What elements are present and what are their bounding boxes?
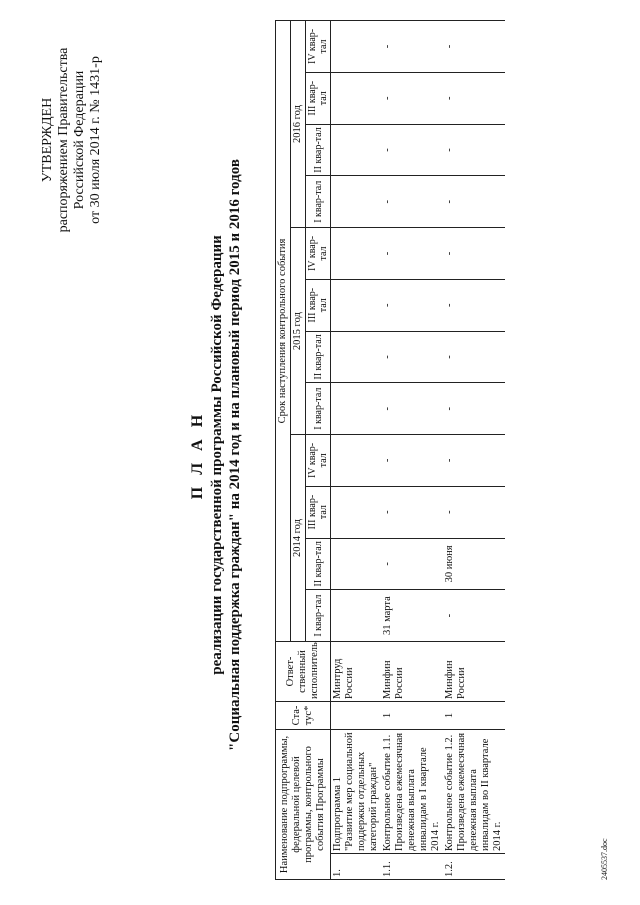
- row-quarter-value: [331, 72, 382, 124]
- row-status: 1: [443, 701, 505, 729]
- row-status: [331, 701, 382, 729]
- row-responsible: Минфин России: [381, 641, 443, 701]
- document-page: [10, 15, 625, 895]
- approval-line: Российской Федерации: [72, 70, 87, 210]
- row-quarter-value: -: [443, 124, 505, 176]
- header-deadline-group: Срок наступления контрольного события: [276, 21, 291, 642]
- row-number: 1.: [331, 854, 382, 880]
- table-row: [443, 21, 505, 880]
- row-quarter-value: [331, 383, 382, 435]
- approval-line: от 30 июля 2014 г. № 1431-р: [88, 56, 103, 224]
- plan-heading: П Л А Н: [189, 410, 206, 500]
- header-quarter: II квар-тал: [306, 124, 331, 176]
- header-status: Ста-тус*: [276, 701, 331, 729]
- row-quarter-value: -: [381, 176, 443, 228]
- header-year: 2015 год: [291, 228, 306, 435]
- row-quarter-value: 31 марта: [381, 590, 443, 642]
- plan-table: [275, 20, 505, 880]
- approval-line: УТВЕРЖДЕН: [40, 97, 55, 183]
- row-quarter-value: -: [443, 176, 505, 228]
- table-body: [331, 21, 506, 880]
- row-number: 1.2.: [443, 854, 505, 880]
- header-quarter: III квар-тал: [306, 279, 331, 331]
- row-quarter-value: [331, 331, 382, 383]
- header-quarter: IV квар-тал: [306, 228, 331, 280]
- header-year: 2014 год: [291, 435, 306, 642]
- row-quarter-value: -: [381, 486, 443, 538]
- row-quarter-value: -: [381, 228, 443, 280]
- row-quarter-value: [331, 176, 382, 228]
- approval-line: распоряжением Правительства: [56, 47, 71, 233]
- row-status: 1: [381, 701, 443, 729]
- header-quarter: I квар-тал: [306, 590, 331, 642]
- table-row: [381, 21, 443, 880]
- header-quarter: IV квар-тал: [306, 435, 331, 487]
- row-quarter-value: -: [443, 21, 505, 73]
- row-quarter-value: [331, 590, 382, 642]
- row-responsible: Минфин России: [443, 641, 505, 701]
- header-quarter: III квар-тал: [306, 72, 331, 124]
- row-name: Контрольное событие 1.2. Произведена ежемесячная денежная выплата инвалидам во II квартале 2014 г.: [443, 729, 505, 853]
- row-quarter-value: -: [381, 383, 443, 435]
- row-quarter-value: -: [381, 279, 443, 331]
- row-name: Подпрограмма 1 "Развитие мер социальной поддержки отдельных категорий граждан": [331, 729, 382, 853]
- document-code: 2405537.doc: [600, 838, 609, 880]
- header-quarter: III квар-тал: [306, 486, 331, 538]
- header-quarter: II квар-тал: [306, 331, 331, 383]
- row-quarter-value: -: [443, 331, 505, 383]
- row-quarter-value: -: [443, 435, 505, 487]
- header-quarter: I квар-тал: [306, 176, 331, 228]
- row-quarter-value: -: [381, 538, 443, 590]
- header-year: 2016 год: [291, 21, 306, 228]
- row-responsible: Минтруд России: [331, 641, 382, 701]
- row-quarter-value: [331, 279, 382, 331]
- row-quarter-value: -: [381, 124, 443, 176]
- row-quarter-value: [331, 124, 382, 176]
- title-line: реализации государственной программы Российской Федерации: [209, 235, 225, 675]
- row-quarter-value: -: [443, 590, 505, 642]
- row-quarter-value: [331, 228, 382, 280]
- row-quarter-value: [331, 538, 382, 590]
- row-quarter-value: -: [381, 21, 443, 73]
- row-quarter-value: -: [443, 279, 505, 331]
- title-line: "Социальная поддержка граждан" на 2014 год и на плановый период 2015 и 2016 годов: [227, 159, 243, 751]
- header-name: Наименование подпрограммы, федеральной целевой программы, контрольного события Программы: [276, 729, 331, 879]
- row-quarter-value: -: [443, 383, 505, 435]
- row-number: 1.1.: [381, 854, 443, 880]
- row-quarter-value: 30 июня: [443, 538, 505, 590]
- header-quarter: I квар-тал: [306, 383, 331, 435]
- row-quarter-value: -: [443, 228, 505, 280]
- header-quarter: IV квар-тал: [306, 21, 331, 73]
- row-quarter-value: [331, 435, 382, 487]
- header-responsible: Ответ-ственный исполнитель: [276, 641, 331, 701]
- document-title: [188, 35, 244, 875]
- row-quarter-value: -: [443, 72, 505, 124]
- approval-stamp: [40, 20, 104, 260]
- row-quarter-value: -: [381, 435, 443, 487]
- row-quarter-value: [331, 21, 382, 73]
- row-quarter-value: -: [381, 331, 443, 383]
- row-quarter-value: -: [381, 72, 443, 124]
- row-quarter-value: -: [443, 486, 505, 538]
- row-quarter-value: [331, 486, 382, 538]
- header-quarter: II квар-тал: [306, 538, 331, 590]
- row-name: Контрольное событие 1.1. Произведена ежемесячная денежная выплата инвалидам в I квартале 2014 г.: [381, 729, 443, 853]
- table-row: [331, 21, 382, 880]
